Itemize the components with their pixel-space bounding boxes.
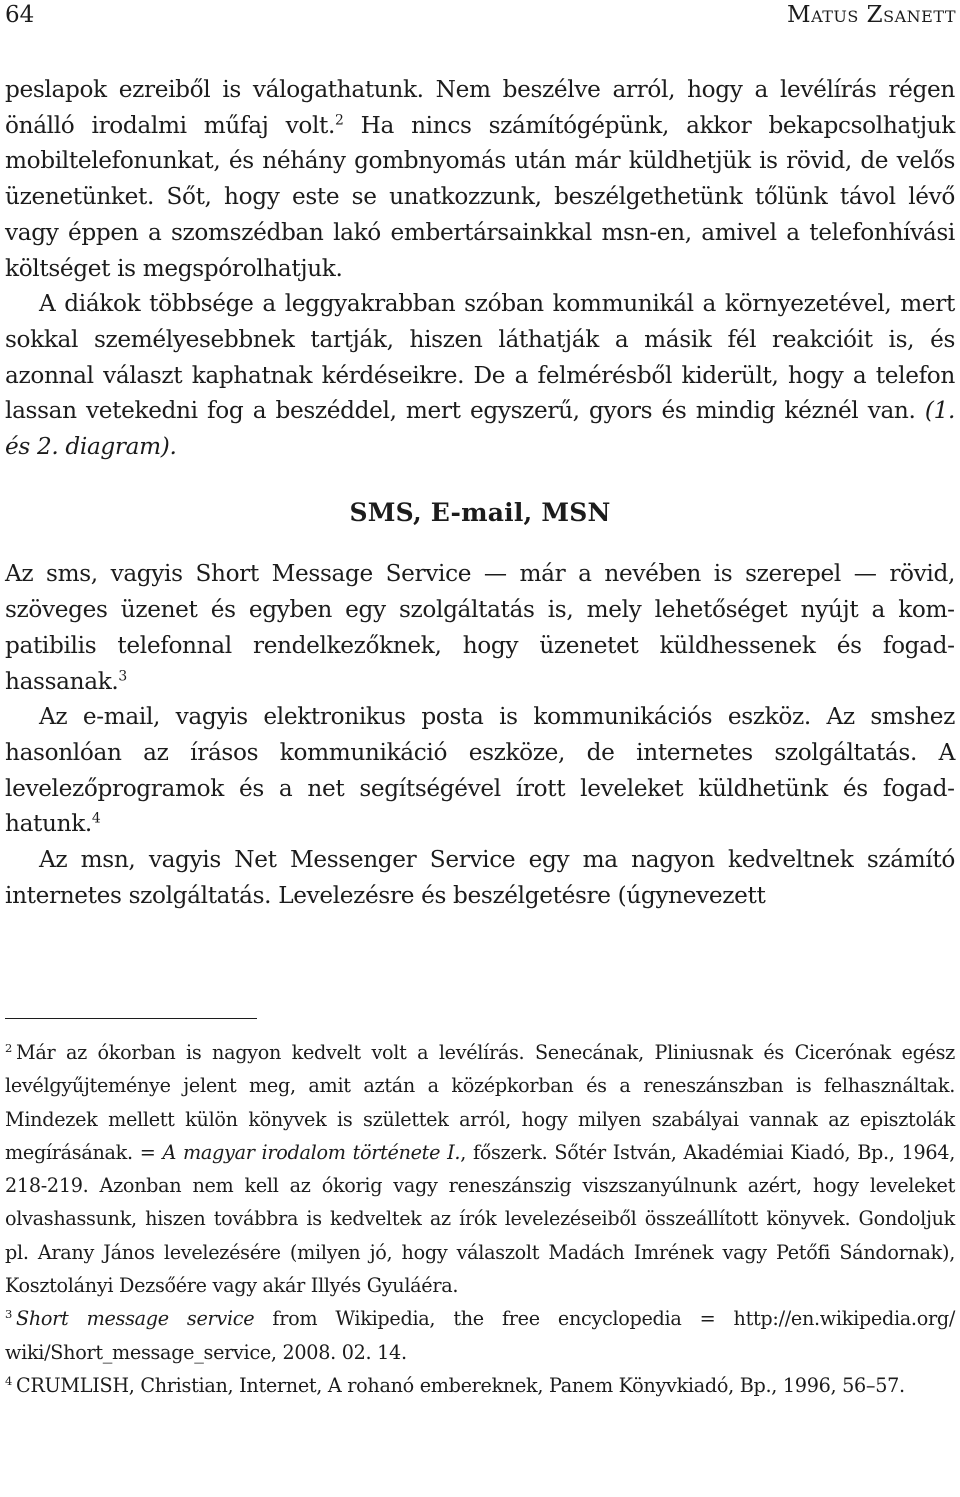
paragraph-3-text: Az sms, vagyis Short Message Service — már a nevében is szerepel — rövid, szöveges üzenet és egyben egy szolgáltatás is, mely lehetőséget nyújt a kompatibilis telefonnal rendelkezőknek, hogy üzenetet küldhessenek és fogadhassanak. <box>5 560 955 695</box>
footnote-4-text: CRUMLISH, Christian, Internet, A rohanó embereknek, Panem Könyvkiadó, Bp., 1996, 56–57. <box>16 1373 905 1397</box>
paragraph-2-text: A diákok többsége a leggyakrabban szóban kommunikál a környezetével, mert sokkal személyesebbnek tartják, hiszen láthatják a másik fél reakcióit is, és azonnal választ kaphatnak kérdéseikre. De a felmérésből kiderült, hogy a telefon lassan vetekedni fog a beszéddel, mert egyszerű, gyors és mindig kéznél van. <box>5 290 955 425</box>
footnote-3-title: Short message service <box>16 1307 255 1331</box>
paragraph-1-text-b: Ha nincs számítógépünk, akkor bekapcsolhatjuk mobiltelefonunkat, és néhány gombnyomás után már küldhetjük is rövid, de velős üzenetünket. Sőt, hogy este se unatkozzunk, beszélgethetünk tőlünk távol lévő vagy éppen a szomszédban lakó embertársainkkal msn-en, amivel a telefonhívási költséget is megspórolhatjuk. <box>5 111 955 282</box>
footnote-ref-2[interactable]: 2 <box>335 111 344 128</box>
body-text <box>5 72 955 913</box>
page-header <box>0 2 956 32</box>
footnote-separator <box>5 1018 257 1019</box>
paragraph-2 <box>5 286 955 465</box>
paragraph-5-text: Az msn, vagyis Net Messenger Service egy ma nagyon kedveltnek számító internetes szolgáltatás. Levelezésre és beszélgetésre (úgynevezett <box>5 846 955 909</box>
footnote-2-text-b: , főszerk. Sőtér István, Akadémiai Kiadó, Bp., 1964, 218-219. Azonban nem kell az ókorig vagy reneszánszig viszszanyúlnunk azért, hogy leveleket olvashassunk, hiszen továbbra is kedveltek az írók levelezéseiből összeállított könyvek. Gondoljuk pl. Arany János levelezésére (milyen jó, hogy válaszolt Madách Imrének vagy Petőfi Sándornak), Kosztolányi Dezsőére vagy akár Illyés Gyuláéra. <box>5 1140 956 1298</box>
paragraph-5 <box>5 842 955 913</box>
diagram-reference: (1. és 2. diagram). <box>5 397 955 461</box>
footnote-2-book-title: A magyar irodalom története I. <box>162 1140 461 1164</box>
footnote-2-text-a: Már az ókorban is nagyon kedvelt volt a levélírás. Senecának, Pliniusnak és Cicerónak egész levélgyűjteménye jelent meg, amit aztán a középkorban és a reneszánszban is felhasználtak. Mindezek mellett külön könyvek is születtek arról, hogy milyen szabályai vannak az episztolák megírásának. = <box>5 1041 955 1164</box>
section-heading: SMS, E-mail, MSN <box>349 497 611 527</box>
footnote-4 <box>5 1369 955 1402</box>
page-number: 64 <box>5 2 35 28</box>
footnote-ref-3[interactable]: 3 <box>118 667 127 684</box>
footnote-2 <box>5 1036 955 1302</box>
paragraph-1 <box>5 72 955 286</box>
paragraph-4-text: Az e-mail, vagyis elektronikus posta is kommunikációs eszköz. Az smshez hasonlóan az írásos kommunikáció eszköze, de internetes szolgáltatás. A levelezőprogramok és a net segítségével írott leveleket küldhetünk és fogadhatunk. <box>5 703 955 838</box>
footnote-ref-4[interactable]: 4 <box>91 810 101 827</box>
paragraph-3 <box>5 556 955 699</box>
footnote-3-source: from Wikipedia, the free encyclopedia = http://en.wikipedia.org/ wiki/Short_message_service, 2008. 02. 14. <box>5 1307 955 1364</box>
paragraph-1-text-a: peslapok ezreiből is válogathatunk. Nem beszélve arról, hogy a levélírás régen önálló irodalmi műfaj volt. <box>5 76 955 139</box>
footnote-3-mark: 3 <box>5 1306 13 1321</box>
footnote-2-mark: 2 <box>5 1040 13 1055</box>
paragraph-4 <box>5 699 955 842</box>
footnote-4-mark: 4 <box>5 1373 13 1388</box>
running-head-author: Matus Zsanett <box>787 2 956 28</box>
footnote-3 <box>5 1302 955 1369</box>
footnotes <box>5 1036 955 1402</box>
